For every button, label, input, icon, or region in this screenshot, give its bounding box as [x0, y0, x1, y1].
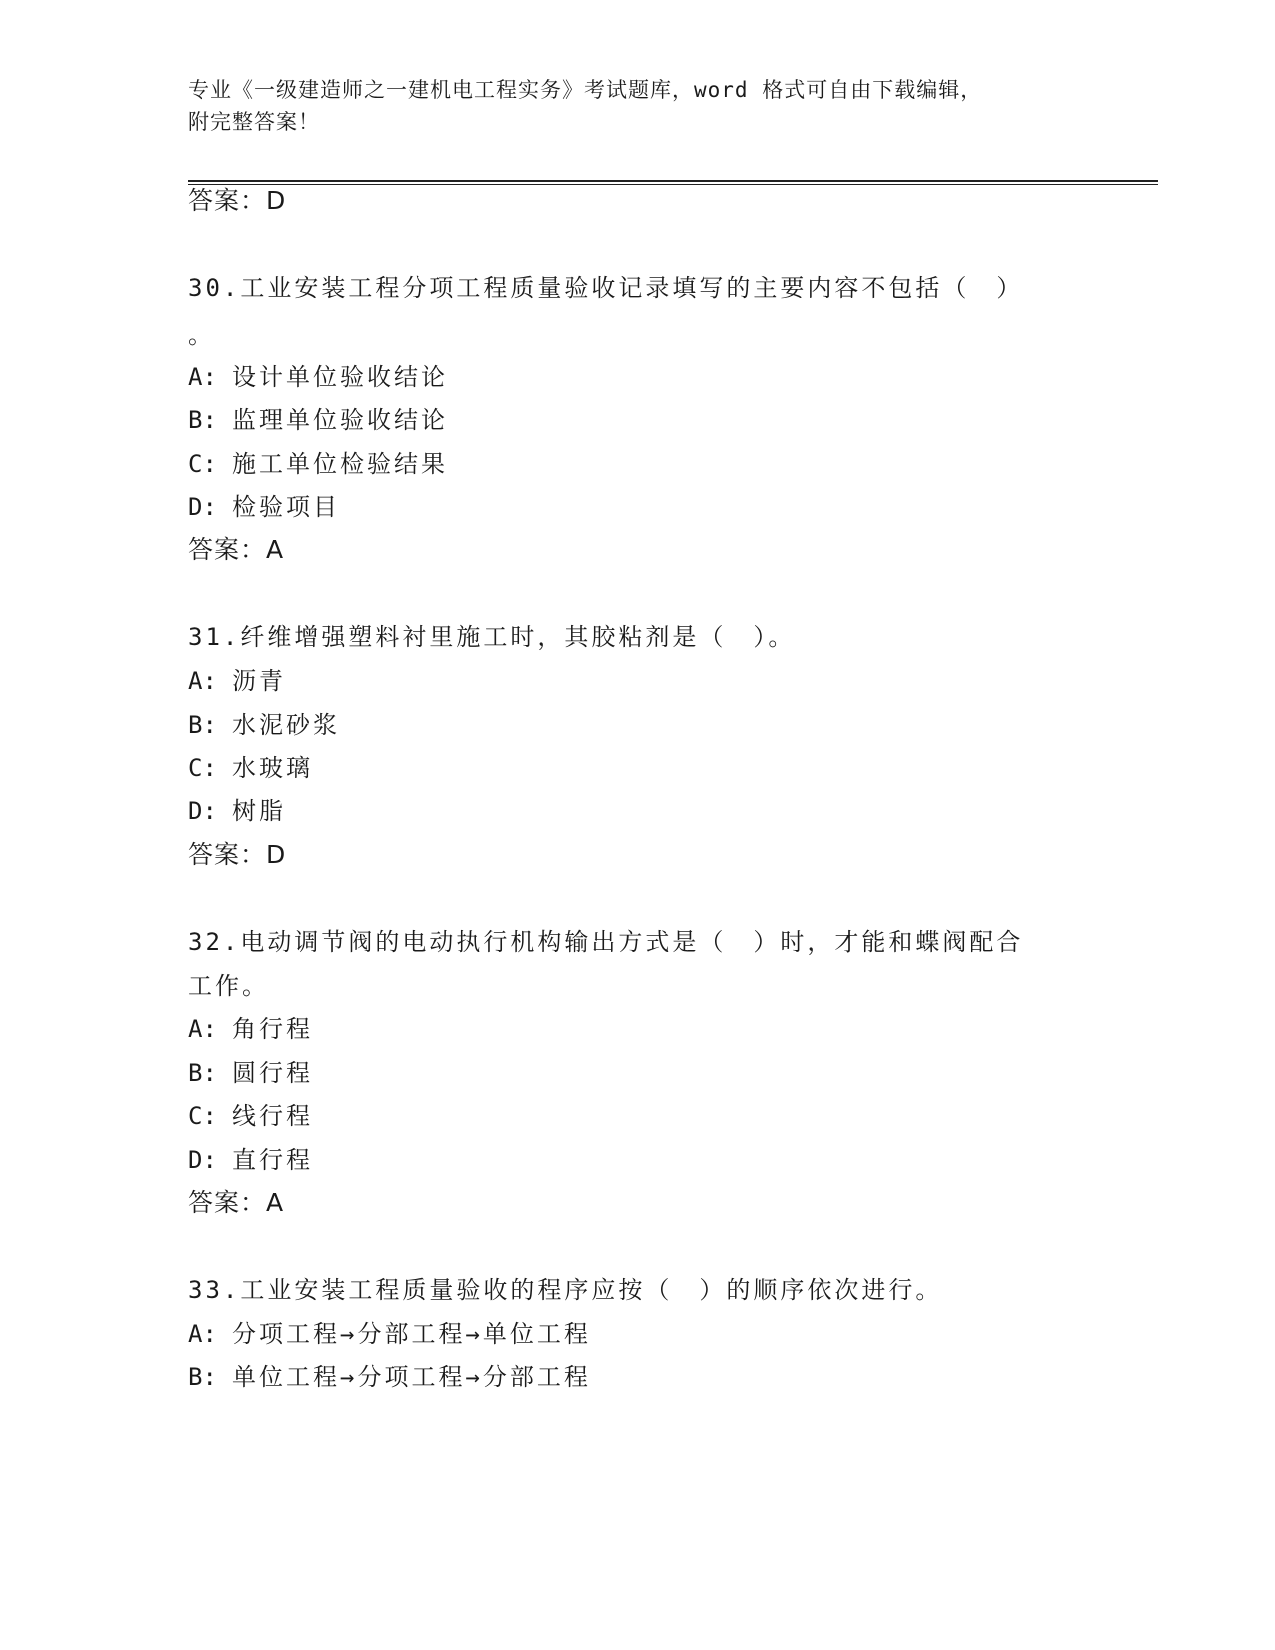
header-divider — [188, 180, 1158, 182]
question-30-option-d — [188, 492, 340, 522]
question-30-stem: 30.工业安装工程分项工程质量验收记录填写的主要内容不包括（ ） — [188, 274, 1024, 302]
option-key: D: — [188, 1146, 217, 1174]
question-33-option-a — [188, 1319, 591, 1349]
option-key: C: — [188, 1102, 217, 1130]
document-page — [188, 0, 1158, 1650]
question-31-stem: 31.纤维增强塑料衬里施工时，其胶粘剂是（ ）。 — [188, 623, 796, 651]
option-text: 树脂 — [232, 797, 286, 825]
option-text: 监理单位验收结论 — [232, 406, 448, 434]
option-key: B: — [188, 406, 217, 434]
question-30-answer: 答案：A — [188, 535, 285, 564]
question-32-option-c — [188, 1101, 313, 1131]
question-31-option-d — [188, 796, 286, 826]
question-31-option-a — [188, 666, 286, 696]
question-32-option-d — [188, 1145, 313, 1175]
option-key: C: — [188, 450, 217, 478]
option-key: B: — [188, 1059, 217, 1087]
option-key: B: — [188, 1363, 217, 1391]
question-31-option-c — [188, 753, 313, 783]
question-33-option-b — [188, 1362, 591, 1392]
option-text: 检验项目 — [232, 493, 340, 521]
option-text: 分项工程→分部工程→单位工程 — [232, 1320, 591, 1348]
option-key: A: — [188, 363, 217, 391]
option-key: C: — [188, 754, 217, 782]
option-text: 设计单位验收结论 — [232, 363, 448, 391]
option-key: D: — [188, 493, 217, 521]
question-32-answer: 答案：A — [188, 1188, 285, 1217]
option-text: 直行程 — [232, 1146, 313, 1174]
question-30-option-b — [188, 405, 448, 435]
option-key: D: — [188, 797, 217, 825]
question-31-answer: 答案：D — [188, 840, 287, 869]
option-text: 沥青 — [232, 667, 286, 695]
option-text: 水泥砂浆 — [232, 711, 340, 739]
header-line-1: 专业《一级建造师之一建机电工程实务》考试题库，word 格式可自由下载编辑， — [188, 78, 983, 102]
question-30-stem-cont: 。 — [188, 321, 215, 349]
option-text: 线行程 — [232, 1102, 313, 1130]
question-32-stem: 32.电动调节阀的电动执行机构输出方式是（ ）时，才能和蝶阀配合 — [188, 928, 1024, 956]
question-30-option-a — [188, 362, 448, 392]
option-key: B: — [188, 711, 217, 739]
option-key: A: — [188, 1320, 217, 1348]
answer-prev: 答案：D — [188, 186, 287, 215]
question-32-option-b — [188, 1058, 313, 1088]
header-divider-thin — [188, 184, 1158, 185]
option-key: A: — [188, 1015, 217, 1043]
document-header — [188, 74, 1088, 138]
header-line-2: 附完整答案！ — [188, 110, 320, 134]
question-32-stem-cont: 工作。 — [188, 972, 269, 1000]
option-text: 角行程 — [232, 1015, 313, 1043]
option-key: A: — [188, 667, 217, 695]
question-30-option-c — [188, 449, 448, 479]
option-text: 施工单位检验结果 — [232, 450, 448, 478]
option-text: 水玻璃 — [232, 754, 313, 782]
question-31-option-b — [188, 710, 340, 740]
question-33-stem: 33.工业安装工程质量验收的程序应按（ ）的顺序依次进行。 — [188, 1276, 943, 1304]
option-text: 圆行程 — [232, 1059, 313, 1087]
question-32-option-a — [188, 1014, 313, 1044]
option-text: 单位工程→分项工程→分部工程 — [232, 1363, 591, 1391]
